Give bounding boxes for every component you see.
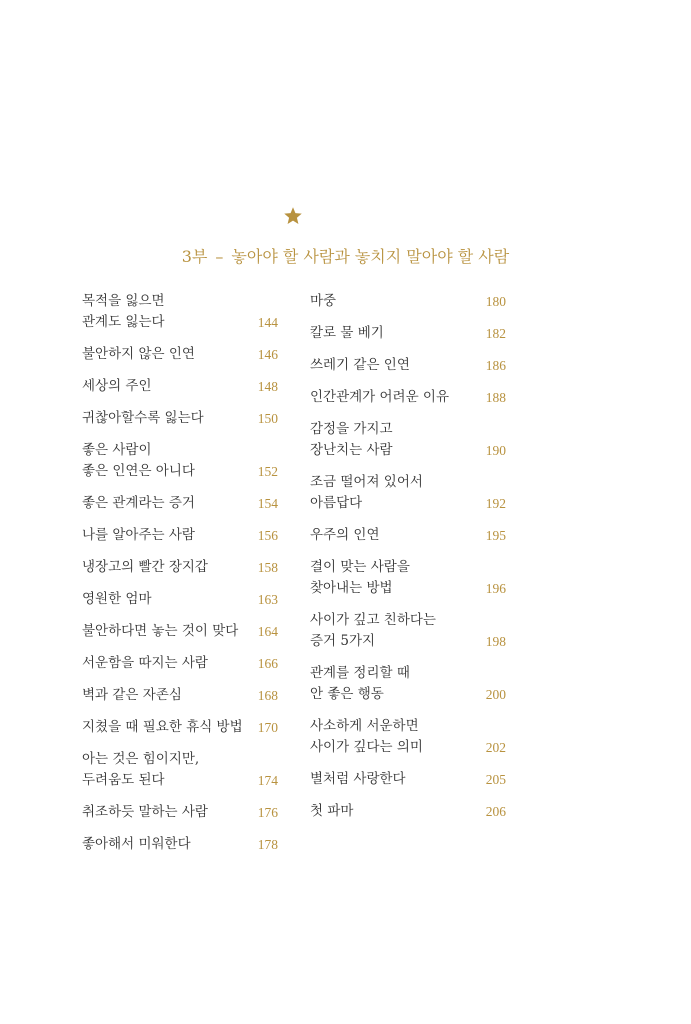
toc-entry-page: 154 [257,496,278,511]
toc-entry-title: 안 좋은 행동 [310,686,384,702]
toc-entry [82,408,278,429]
toc-entry [310,355,506,376]
toc-entry-title: 좋은 관계라는 증거 [82,495,195,511]
toc-entry-page: 174 [257,773,278,788]
toc-column-left [82,291,278,866]
toc-entry [82,376,278,397]
toc-entry-page: 144 [257,315,278,330]
toc-entry-title: 관계를 정리할 때 [310,665,410,681]
toc-entry-page: 148 [257,379,278,394]
toc-entry-title: 관계도 잃는다 [82,314,165,330]
toc-entry-page: 202 [485,740,506,755]
toc-entry [310,801,506,822]
toc-entry-title: 장난치는 사람 [310,442,393,458]
toc-entry-page: 180 [485,294,506,309]
toc-entry-title: 좋은 사람이 [82,442,152,458]
toc-entry-title: 아름답다 [310,495,363,511]
toc-entry [310,472,506,514]
toc-entry-page: 196 [485,581,506,596]
toc-entry [310,387,506,408]
toc-entry-title: 두려움도 된다 [82,772,165,788]
toc-entry-title: 서운함을 따지는 사람 [82,655,208,671]
toc-entry [82,440,278,482]
toc-entry [82,685,278,706]
toc-entry-title: 아는 것은 힘이지만, [82,751,200,767]
toc-entry [82,344,278,365]
toc-entry [82,834,278,855]
toc-entry [310,610,506,652]
toc-entry [82,621,278,642]
toc-entry-page: 166 [257,656,278,671]
toc-entry-page: 182 [485,326,506,341]
toc-entry [82,802,278,823]
toc-entry-title: 불안하지 않은 인연 [82,346,195,362]
toc-entry-page: 192 [485,496,506,511]
toc-entry [82,557,278,578]
toc-entry-title: 사소하게 서운하면 [310,718,419,734]
section-heading [0,244,691,267]
toc-entry-page: 146 [257,347,278,362]
toc-entry-page: 164 [257,624,278,639]
toc-entry-page: 206 [485,804,506,819]
toc-entry-page: 195 [485,528,506,543]
toc-entry-page: 200 [485,687,506,702]
toc-entry-page: 176 [257,805,278,820]
toc-entry-title: 증거 5가지 [310,633,376,649]
toc-entry-title: 칼로 물 베기 [310,325,384,341]
toc-entry-page: 198 [485,634,506,649]
toc-entry [82,291,278,333]
toc-entry-page: 188 [485,390,506,405]
toc-entry-title: 쓰레기 같은 인연 [310,357,410,373]
toc-entry-title: 귀찮아할수록 잃는다 [82,410,204,426]
part-label: 3부 [181,247,208,266]
toc-entry [82,749,278,791]
toc-entry [82,525,278,546]
toc-entry-page: 163 [257,592,278,607]
toc-entry-page: 190 [485,443,506,458]
toc-entry-title: 사이가 깊다는 의미 [310,739,423,755]
toc-entry-title: 결이 맞는 사람을 [310,559,410,575]
toc-entry-title: 찾아내는 방법 [310,580,393,596]
toc-entry-title: 좋아해서 미워한다 [82,836,191,852]
toc-entry [310,716,506,758]
toc-entry [310,419,506,461]
toc-entry-page: 170 [257,720,278,735]
star-icon [283,206,303,226]
toc-entry [310,557,506,599]
toc-entry-page: 158 [257,560,278,575]
toc-entry [82,717,278,738]
toc-entry-title: 별처럼 사랑한다 [310,771,406,787]
heading-dash: – [215,247,224,266]
toc-entry-title: 냉장고의 빨간 장지갑 [82,559,208,575]
toc-entry-title: 벽과 같은 자존심 [82,687,182,703]
toc-entry [310,525,506,546]
toc-entry [82,493,278,514]
toc-entry-page: 150 [257,411,278,426]
toc-entry-page: 156 [257,528,278,543]
toc-entry-page: 152 [257,464,278,479]
toc-entry-page: 186 [485,358,506,373]
toc-entry-title: 감정을 가지고 [310,421,393,437]
toc-entry-title: 우주의 인연 [310,527,380,543]
toc-entry [310,323,506,344]
toc-entry-title: 목적을 잃으면 [82,293,165,309]
toc-entry-page: 205 [485,772,506,787]
toc-entry [82,653,278,674]
toc-entry [82,589,278,610]
toc-entry-title: 불안하다면 놓는 것이 맞다 [82,623,239,639]
toc-entry-title: 세상의 주인 [82,378,152,394]
toc-column-right [310,291,506,833]
toc-entry-title: 인간관계가 어려운 이유 [310,389,449,405]
toc-entry-title: 조금 떨어져 있어서 [310,474,423,490]
section-title: 놓아야 할 사람과 놓치지 말아야 할 사람 [231,247,510,266]
toc-entry-title: 나를 알아주는 사람 [82,527,195,543]
toc-entry [310,769,506,790]
toc-entry-title: 첫 파마 [310,803,354,819]
toc-entry-title: 지쳤을 때 필요한 휴식 방법 [82,719,243,735]
toc-entry-title: 좋은 인연은 아니다 [82,463,195,479]
toc-entry-page: 178 [257,837,278,852]
toc-entry [310,291,506,312]
toc-entry-title: 사이가 깊고 친하다는 [310,612,436,628]
toc-entry-page: 168 [257,688,278,703]
toc-entry-title: 영원한 엄마 [82,591,152,607]
toc-entry [310,663,506,705]
toc-entry-title: 마중 [310,293,337,309]
toc-entry-title: 취조하듯 말하는 사람 [82,804,208,820]
